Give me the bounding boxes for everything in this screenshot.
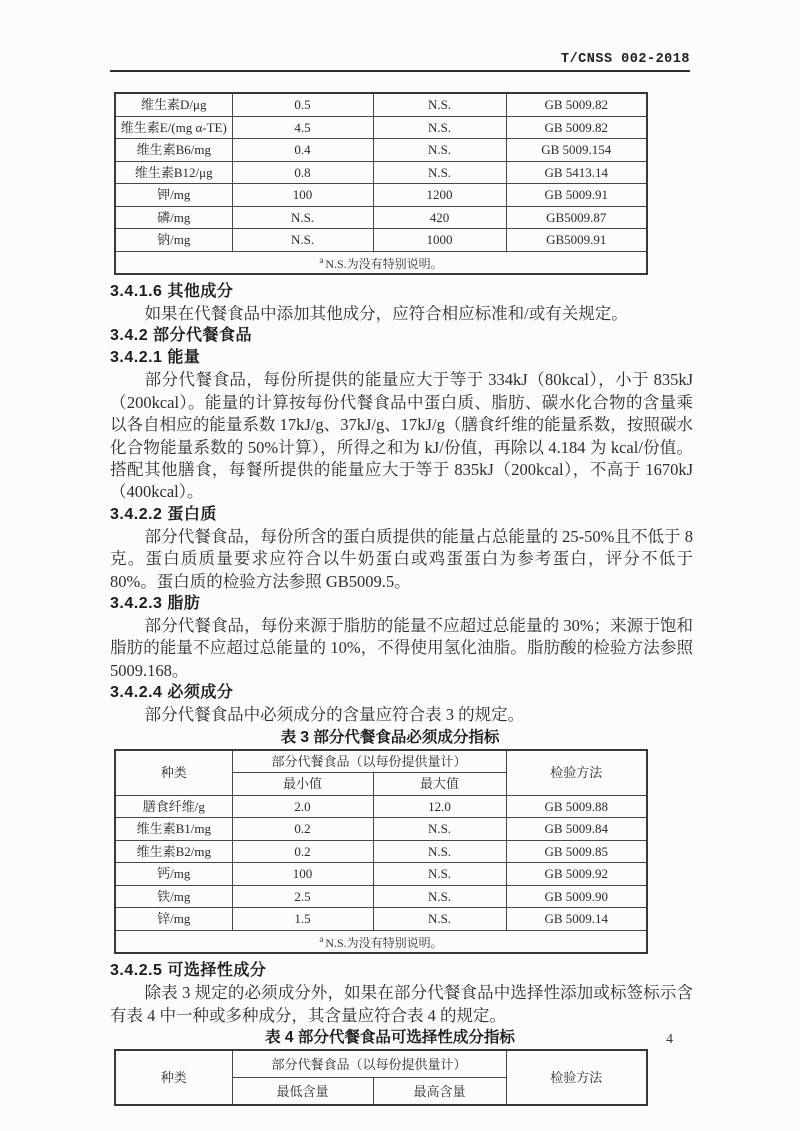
section-heading-protein: 3.4.2.2 蛋白质: [110, 505, 217, 523]
table-row: [115, 840, 647, 863]
kind-column-header: 种类: [115, 1050, 232, 1105]
nutrient-name-cell: 维生素E/(mg α-TE): [115, 116, 232, 139]
paragraph-other-ingredients: 如果在代餐食品中添加其他成分，应符合相应标准和/或有关规定。: [144, 304, 628, 323]
paragraph-optional-ingredients: 除表 3 规定的必须成分外，如果在部分代餐食品中选择性添加或标签标示含有表 4 中一种或多种成分，其含量应符合表 4 的规定。: [110, 983, 693, 1025]
nutrient-name-cell: 钙/mg: [115, 863, 232, 886]
min-value-cell: 0.8: [232, 161, 373, 184]
method-cell: GB5009.87: [506, 206, 647, 229]
per-serving-column-header: 部分代餐食品（以每份提供量计）: [232, 750, 506, 773]
max-value-cell: N.S.: [373, 885, 506, 908]
method-cell: GB 5009.14: [506, 908, 647, 931]
section-heading-partial-meal-replacement: 3.4.2 部分代餐食品: [110, 327, 253, 345]
nutrient-name-cell: 维生素B2/mg: [115, 840, 232, 863]
nutrient-name-cell: 膳食纤维/g: [115, 795, 232, 818]
section-heading-optional-ingredients: 3.4.2.5 可选择性成分: [110, 962, 267, 980]
max-column-header: 最大值: [373, 773, 506, 796]
method-cell: GB 5009.88: [506, 795, 647, 818]
max-value-cell: N.S.: [373, 161, 506, 184]
table3-caption: 表 3 部分代餐食品必须成分指标: [280, 728, 500, 746]
max-content-column-header: 最高含量: [373, 1078, 506, 1106]
table-footnote-row: [115, 251, 647, 274]
page-number: 4: [666, 1032, 673, 1047]
max-value-cell: N.S.: [373, 840, 506, 863]
max-value-cell: N.S.: [373, 908, 506, 931]
max-value-cell: 420: [373, 206, 506, 229]
table-footnote: [115, 930, 647, 953]
method-cell: GB 5009.154: [506, 139, 647, 162]
paragraph-fat: 部分代餐食品，每份来源于脂肪的能量不应超过总能量的 30%；来源于饱和脂肪的能量不应超过总能量的 10%，不得使用氢化油脂。脂肪酸的检验方法参照 5009.168。: [110, 616, 693, 680]
min-value-cell: N.S.: [232, 206, 373, 229]
min-content-column-header: 最低含量: [232, 1078, 373, 1106]
min-value-cell: 100: [232, 184, 373, 207]
max-value-cell: 1000: [373, 229, 506, 252]
min-column-header: 最小值: [232, 773, 373, 796]
optional-ingredients-table: [114, 1049, 648, 1106]
method-column-header: 检验方法: [506, 750, 647, 796]
max-value-cell: N.S.: [373, 93, 506, 116]
nutrient-name-cell: 钠/mg: [115, 229, 232, 252]
required-ingredients-table: [114, 749, 648, 955]
method-cell: GB 5413.14: [506, 161, 647, 184]
section-heading-required-ingredients: 3.4.2.4 必须成分: [110, 684, 234, 702]
table-row: [115, 229, 647, 252]
document-header: [110, 52, 690, 72]
method-cell: GB 5009.82: [506, 93, 647, 116]
table-header-row: [115, 750, 647, 773]
per-serving-column-header: 部分代餐食品（以每份提供量计）: [232, 1050, 506, 1078]
footnote-mark: a: [319, 933, 324, 944]
section-heading-energy: 3.4.2.1 能量: [110, 349, 201, 367]
min-value-cell: 2.0: [232, 795, 373, 818]
max-value-cell: N.S.: [373, 139, 506, 162]
doc-code: T/CNSS 002-2018: [560, 52, 690, 67]
table-row: [115, 885, 647, 908]
table-row: [115, 184, 647, 207]
max-value-cell: N.S.: [373, 863, 506, 886]
min-value-cell: 0.2: [232, 818, 373, 841]
max-value-cell: N.S.: [373, 818, 506, 841]
table-row: [115, 139, 647, 162]
table-row: [115, 93, 647, 116]
max-value-cell: 1200: [373, 184, 506, 207]
nutrient-name-cell: 维生素B1/mg: [115, 818, 232, 841]
table-row: [115, 206, 647, 229]
footnote-mark: a: [319, 254, 324, 265]
nutrient-name-cell: 锌/mg: [115, 908, 232, 931]
nutrient-name-cell: 磷/mg: [115, 206, 232, 229]
nutrient-name-cell: 钾/mg: [115, 184, 232, 207]
min-value-cell: 100: [232, 863, 373, 886]
paragraph-protein: 部分代餐食品，每份所含的蛋白质提供的能量占总能量的 25-50%且不低于 8 克。蛋白质质量要求应符合以牛奶蛋白或鸡蛋蛋白为参考蛋白，评分不低于 80%。蛋白质的检验方法参照 GB5009.5。: [110, 526, 693, 591]
max-value-cell: 12.0: [373, 795, 506, 818]
min-value-cell: 1.5: [232, 908, 373, 931]
table-row: [115, 795, 647, 818]
nutrient-name-cell: 铁/mg: [115, 885, 232, 908]
min-value-cell: N.S.: [232, 229, 373, 252]
method-cell: GB 5009.82: [506, 116, 647, 139]
method-cell: GB 5009.90: [506, 885, 647, 908]
table-row: [115, 863, 647, 886]
footnote-text: N.S.为没有特别说明。: [325, 256, 443, 271]
min-value-cell: 0.4: [232, 139, 373, 162]
table-header-row: [115, 1050, 647, 1078]
paragraph-required-ingredients: 部分代餐食品中必须成分的含量应符合表 3 的规定。: [144, 705, 525, 725]
method-column-header: 检验方法: [506, 1050, 647, 1105]
min-value-cell: 2.5: [232, 885, 373, 908]
section-heading-other-ingredients: 3.4.1.6 其他成分: [110, 283, 234, 300]
kind-column-header: 种类: [115, 750, 232, 796]
table-footnote: [115, 251, 647, 274]
min-value-cell: 0.2: [232, 840, 373, 863]
section-heading-fat: 3.4.2.3 脂肪: [110, 595, 201, 613]
table-footnote-row: [115, 930, 647, 953]
table-row: [115, 161, 647, 184]
method-cell: GB5009.91: [506, 229, 647, 252]
min-value-cell: 0.5: [232, 93, 373, 116]
max-value-cell: N.S.: [373, 116, 506, 139]
table-row: [115, 116, 647, 139]
table-row: [115, 908, 647, 931]
nutrient-name-cell: 维生素B6/mg: [115, 139, 232, 162]
min-value-cell: 4.5: [232, 116, 373, 139]
nutrient-name-cell: 维生素B12/μg: [115, 161, 232, 184]
method-cell: GB 5009.91: [506, 184, 647, 207]
method-cell: GB 5009.92: [506, 863, 647, 886]
table-row: [115, 818, 647, 841]
nutrient-name-cell: 维生素D/μg: [115, 93, 232, 116]
table4-caption: 表 4 部分代餐食品可选择性成分指标: [265, 1029, 515, 1046]
vitamin-mineral-limits-table: [114, 92, 648, 275]
method-cell: GB 5009.84: [506, 818, 647, 841]
paragraph-energy: 部分代餐食品，每份所提供的能量应大于等于 334kJ（80kcal），小于 835kJ（200kcal）。能量的计算按每份代餐食品中蛋白质、脂肪、碳水化合物的含量乘以各自相应的能量系数 17kJ/g、37kJ/g、17kJ/g（膳食纤维的能量系数，按照碳水化合物能量系数的 50%计算），所得之和为 kJ/份值，再除以 4.184 为 kcal/份值。搭配其他膳食，每餐所提供的能量应大于等于 835kJ（200kcal），不高于 1670kJ（400kcal）。: [110, 370, 693, 502]
footnote-text: N.S.为没有特别说明。: [325, 935, 443, 950]
method-cell: GB 5009.85: [506, 840, 647, 863]
